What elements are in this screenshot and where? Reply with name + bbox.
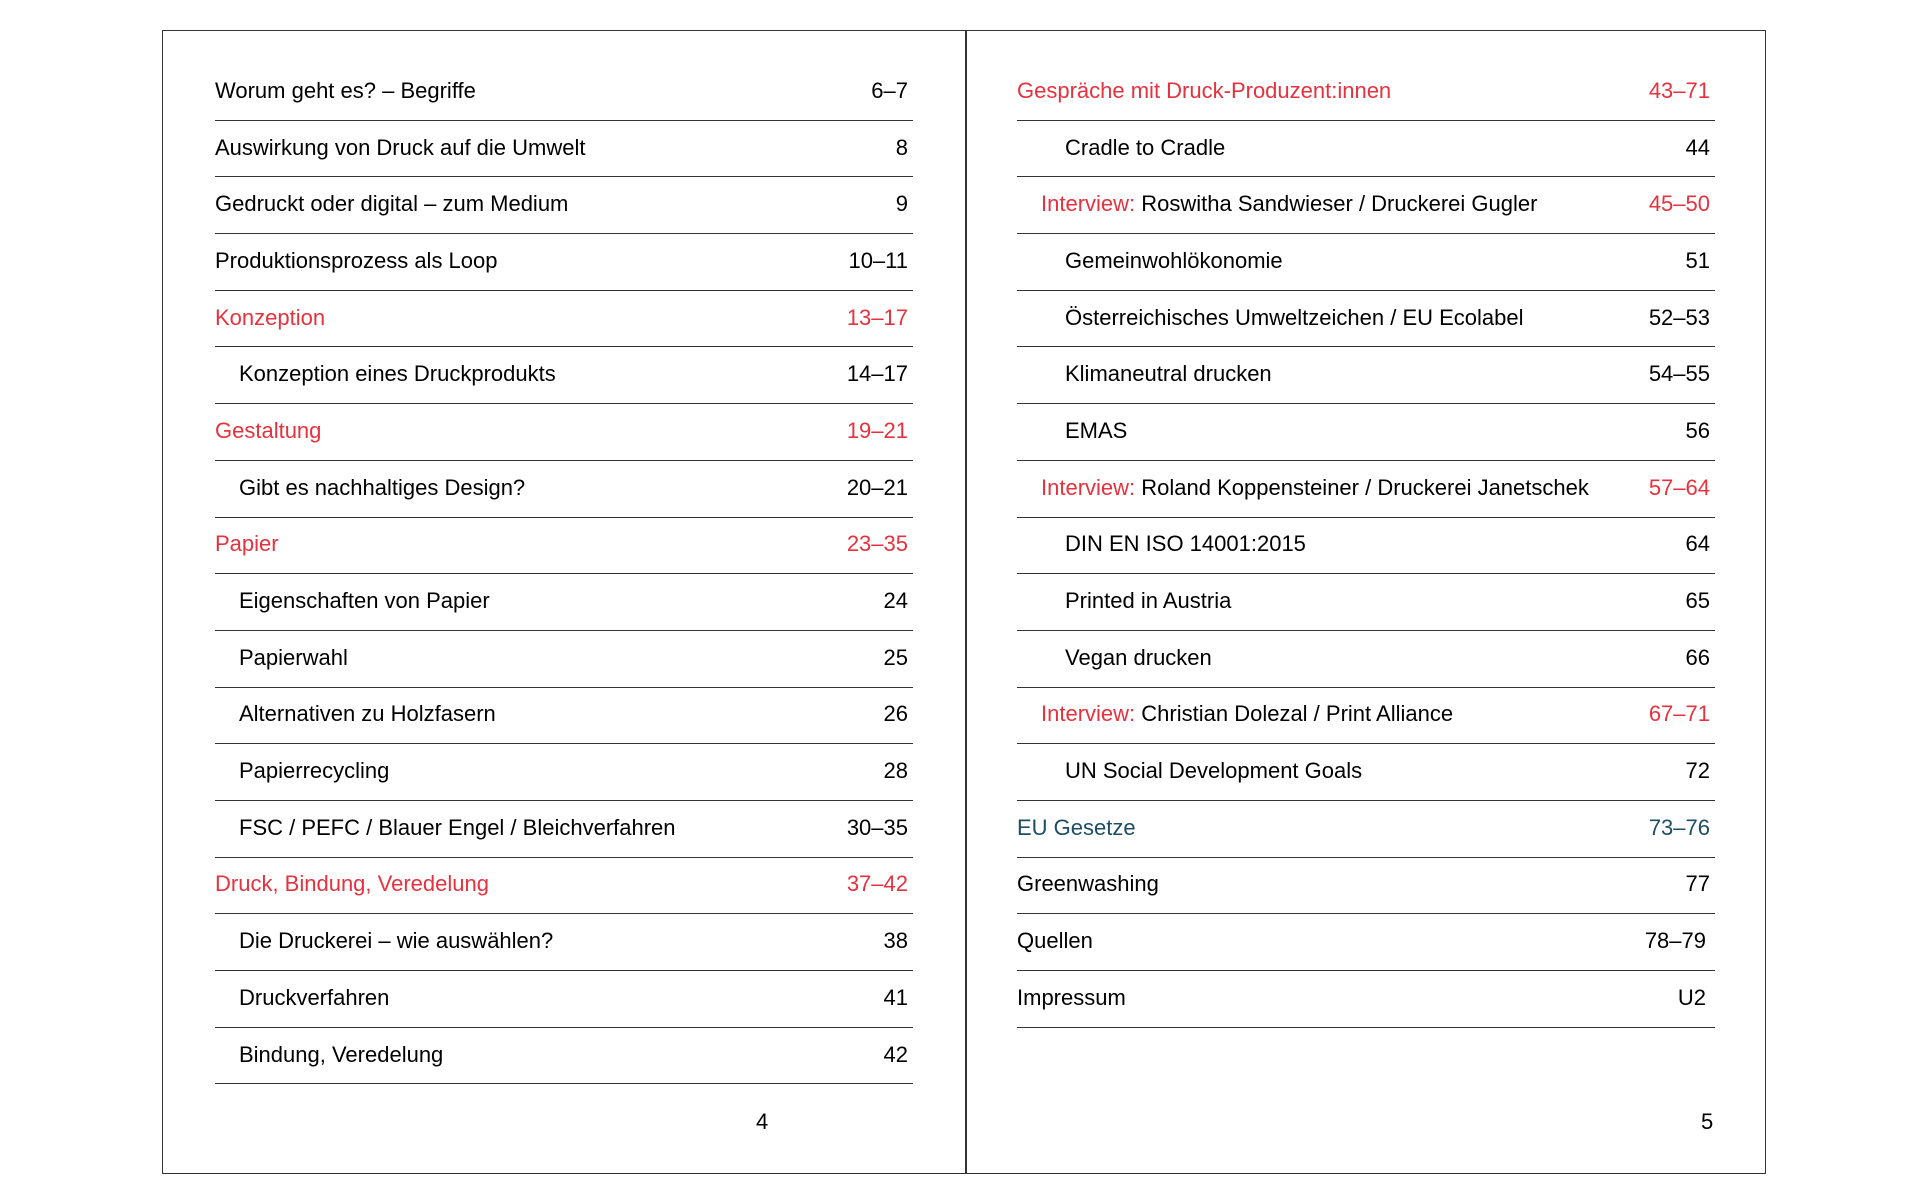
toc-entry-title: Konzeption eines Druckprodukts — [239, 361, 556, 387]
interview-title: Christian Dolezal / Print Alliance — [1141, 701, 1454, 727]
toc-subentry[interactable] — [215, 461, 913, 518]
toc-entry-pages: 20–21 — [846, 474, 908, 500]
toc-section-title: EU Gesetze — [1017, 814, 1136, 840]
toc-section-title: Papier — [215, 531, 279, 557]
toc-entry-pages: U2 — [1677, 984, 1706, 1010]
page-number-right: 5 — [1701, 1109, 1714, 1134]
toc-entry-pages: 51 — [1685, 247, 1710, 273]
toc-section-title: Konzeption — [215, 304, 326, 330]
toc-entry-title: Österreichisches Umweltzeichen / EU Ecolabel — [1065, 304, 1524, 330]
toc-entry-pages: 72 — [1685, 758, 1710, 784]
toc-entry-title: DIN EN ISO 14001:2015 — [1065, 531, 1306, 557]
toc-subentry[interactable] — [1017, 291, 1715, 348]
toc-entry-pages: 8 — [895, 134, 908, 160]
toc-section-gespraeche[interactable] — [1017, 64, 1715, 121]
toc-entry[interactable] — [215, 177, 913, 234]
toc-section-title: Gespräche mit Druck-Produzent:innen — [1017, 77, 1392, 103]
toc-section-pages: 73–76 — [1648, 814, 1710, 840]
toc-section-eu-gesetze[interactable] — [1017, 801, 1715, 858]
toc-entry-title: FSC / PEFC / Blauer Engel / Bleichverfahren — [239, 814, 676, 840]
toc-entry-pages: 14–17 — [846, 361, 908, 387]
toc-entry-pages: 30–35 — [846, 814, 908, 840]
toc-subentry[interactable] — [215, 347, 913, 404]
toc-entry-title: Klimaneutral drucken — [1065, 361, 1272, 387]
toc-entry-title: Gibt es nachhaltiges Design? — [239, 474, 526, 500]
toc-section-pages: 13–17 — [846, 304, 908, 330]
toc-entry[interactable] — [215, 64, 913, 121]
toc-entry-pages: 38 — [883, 928, 908, 954]
toc-entry-pages: 65 — [1685, 588, 1710, 614]
toc-section-druck[interactable] — [215, 858, 913, 915]
toc-entry-title: Vegan drucken — [1065, 644, 1212, 670]
toc-entry-title: Greenwashing — [1017, 871, 1159, 897]
toc-entry-pages: 25 — [883, 644, 908, 670]
interview-title: Roswitha Sandwieser / Druckerei Gugler — [1141, 191, 1538, 217]
toc-entry-pages: 66 — [1685, 644, 1710, 670]
toc-subentry[interactable] — [215, 631, 913, 688]
toc-entry-pages: 24 — [883, 588, 908, 614]
toc-entry-pages: 28 — [883, 758, 908, 784]
toc-section-pages: 37–42 — [846, 871, 908, 897]
page-number-left: 4 — [756, 1109, 769, 1134]
toc-section-pages: 23–35 — [846, 531, 908, 557]
toc-entry-title: Gedruckt oder digital – zum Medium — [215, 191, 569, 217]
interview-prefix: Interview: — [1041, 191, 1136, 217]
toc-entry-pages: 10–11 — [848, 247, 908, 273]
toc-entry-pages: 52–53 — [1648, 304, 1710, 330]
toc-subentry[interactable] — [1017, 347, 1715, 404]
toc-section-title: Gestaltung — [215, 417, 322, 443]
toc-entry-pages: 42 — [883, 1041, 908, 1067]
toc-subentry[interactable] — [215, 914, 913, 971]
toc-entry-pages: 6–7 — [871, 77, 908, 103]
toc-subentry[interactable] — [1017, 234, 1715, 291]
toc-entry-pages: 41 — [883, 984, 908, 1010]
toc-subentry[interactable] — [1017, 121, 1715, 178]
toc-entry-title: Alternativen zu Holzfasern — [239, 701, 496, 727]
toc-entry-title: Auswirkung von Druck auf die Umwelt — [215, 134, 586, 160]
toc-subentry[interactable] — [1017, 744, 1715, 801]
toc-entry-pages: 57–64 — [1648, 474, 1710, 500]
toc-entry-pages: 78–79 — [1644, 928, 1706, 954]
toc-entry-title: EMAS — [1065, 417, 1128, 443]
toc-entry-title: Cradle to Cradle — [1065, 134, 1226, 160]
toc-entry-title — [1017, 703, 1453, 725]
toc-entry-title: UN Social Development Goals — [1065, 758, 1363, 784]
toc-entry-pages: 45–50 — [1648, 191, 1710, 217]
toc-entry-pages: 44 — [1685, 134, 1710, 160]
spine-divider — [965, 30, 967, 1174]
toc-entry-pages: 64 — [1685, 531, 1710, 557]
toc-entry-title: Worum geht es? – Begriffe — [215, 77, 476, 103]
toc-entry-title: Bindung, Veredelung — [239, 1041, 444, 1067]
toc-entry[interactable] — [215, 234, 913, 291]
toc-interview-entry[interactable] — [1017, 688, 1715, 745]
toc-entry-pages: 67–71 — [1648, 701, 1710, 727]
toc-subentry[interactable] — [1017, 518, 1715, 575]
toc-section-pages: 19–21 — [846, 417, 908, 443]
toc-entry[interactable] — [1017, 914, 1715, 971]
interview-prefix: Interview: — [1041, 701, 1136, 727]
toc-entry-pages: 77 — [1685, 871, 1710, 897]
toc-section-pages: 43–71 — [1648, 77, 1710, 103]
toc-subentry[interactable] — [1017, 574, 1715, 631]
toc-entry-pages: 56 — [1685, 417, 1710, 443]
toc-section-konzeption[interactable] — [215, 291, 913, 348]
toc-entry[interactable] — [1017, 971, 1715, 1028]
toc-entry-title: Quellen — [1017, 928, 1093, 954]
toc-entry-pages: 54–55 — [1648, 361, 1710, 387]
toc-subentry[interactable] — [215, 688, 913, 745]
toc-section-title: Druck, Bindung, Veredelung — [215, 871, 489, 897]
toc-entry[interactable] — [215, 121, 913, 178]
toc-subentry[interactable] — [215, 1028, 913, 1085]
toc-entry-title: Eigenschaften von Papier — [239, 588, 490, 614]
toc-section-gestaltung[interactable] — [215, 404, 913, 461]
toc-entry-title: Druckverfahren — [239, 984, 390, 1010]
right-page-toc — [1017, 64, 1715, 1028]
left-page-toc — [215, 64, 913, 1084]
toc-entry-title — [1017, 193, 1537, 215]
interview-prefix: Interview: — [1041, 474, 1136, 500]
toc-entry-title: Die Druckerei – wie auswählen? — [239, 928, 554, 954]
toc-subentry[interactable] — [215, 801, 913, 858]
toc-entry-title — [1017, 474, 1589, 500]
toc-entry-title: Papierrecycling — [239, 758, 390, 784]
toc-entry-title: Gemeinwohlökonomie — [1065, 247, 1283, 273]
toc-section-papier[interactable] — [215, 518, 913, 575]
toc-entry-title: Impressum — [1017, 984, 1126, 1010]
toc-subentry[interactable] — [215, 744, 913, 801]
interview-title: Roland Koppensteiner / Druckerei Janetschek — [1141, 474, 1589, 500]
toc-entry[interactable] — [1017, 858, 1715, 915]
toc-subentry[interactable] — [1017, 404, 1715, 461]
toc-entry-title: Printed in Austria — [1065, 588, 1232, 614]
toc-interview-entry[interactable] — [1017, 461, 1715, 518]
toc-interview-entry[interactable] — [1017, 177, 1715, 234]
toc-entry-pages: 26 — [883, 701, 908, 727]
toc-entry-pages: 9 — [895, 191, 908, 217]
toc-entry-title: Produktionsprozess als Loop — [215, 247, 498, 273]
toc-subentry[interactable] — [1017, 631, 1715, 688]
toc-subentry[interactable] — [215, 971, 913, 1028]
toc-entry-title: Papierwahl — [239, 644, 348, 670]
toc-subentry[interactable] — [215, 574, 913, 631]
